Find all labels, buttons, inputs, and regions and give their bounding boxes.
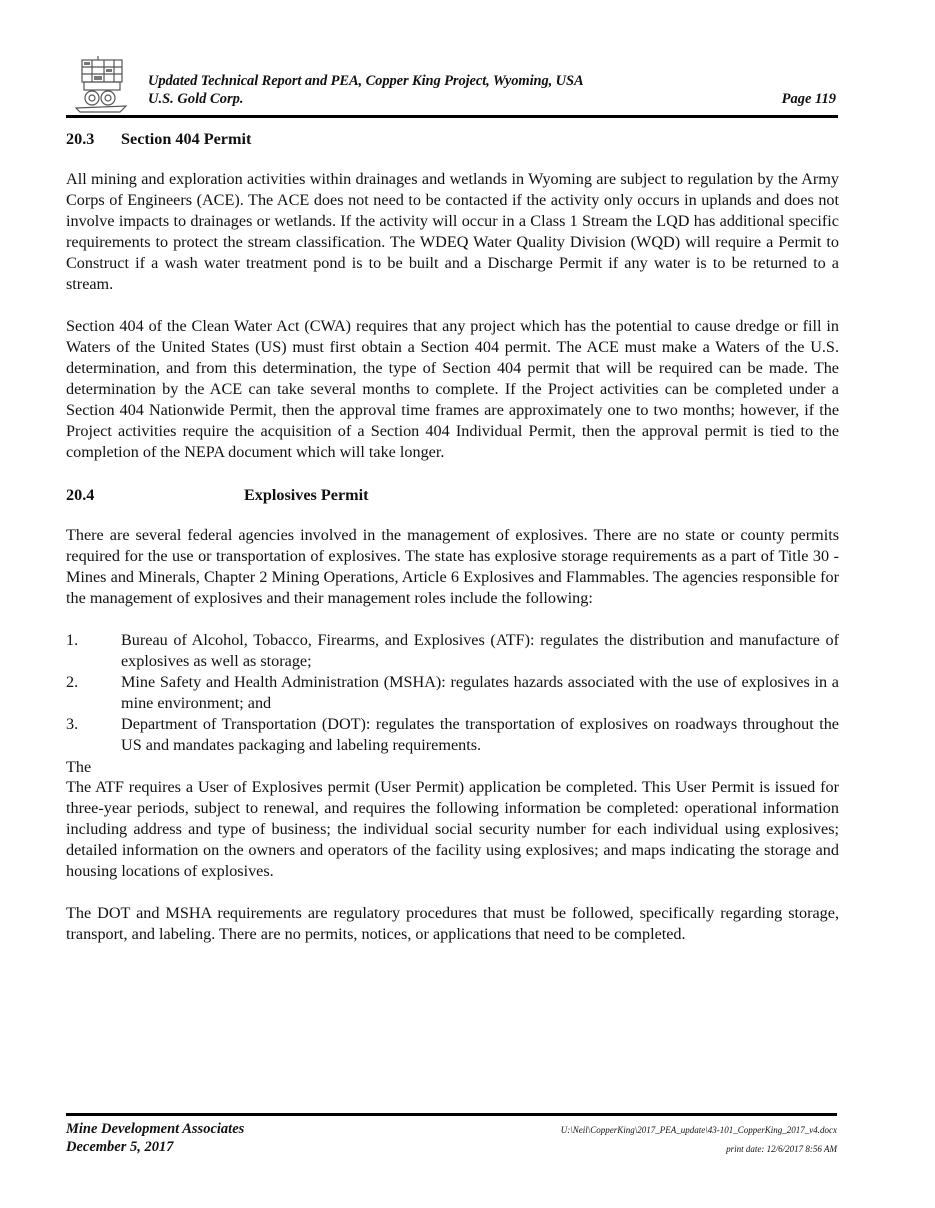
list-number: 2. bbox=[66, 673, 79, 691]
header-divider bbox=[66, 115, 838, 118]
stray-text: The bbox=[66, 758, 92, 776]
list-text: Mine Safety and Health Administration (MSHA): regulates hazards associated with the use of explosives in a mine environment; and bbox=[121, 673, 839, 712]
list-text: Department of Transportation (DOT): regulates the transportation of explosives on roadways throughout the US and mandates packaging and labeling requirements. bbox=[121, 715, 839, 754]
list-item bbox=[66, 672, 839, 714]
footer-file-path: U:\Neil\CopperKing\2017_PEA_update\43-101_CopperKing_2017_v4.docx bbox=[560, 1125, 837, 1135]
page-number: Page 119 bbox=[781, 91, 836, 107]
paragraph: The ATF requires a User of Explosives permit (User Permit) application be completed. This User Permit is issued for three-year periods, subject to renewal, and requires the following information be completed: operational information including address and type of business; the individual social security number for each individual using explosives; detailed information on the owners and operators of the facility using explosives; and maps indicating the storage and housing locations of explosives. bbox=[66, 778, 839, 880]
agency-list bbox=[66, 630, 839, 756]
section-heading-20-4 bbox=[66, 484, 839, 506]
footer-divider bbox=[66, 1113, 837, 1116]
section-number: 20.4 bbox=[66, 486, 95, 504]
paragraph: There are several federal agencies involved in the management of explosives. There are no state or county permits required for the use or transportation of explosives. The state has explosive storage requirements as a part of Title 30 - Mines and Minerals, Chapter 2 Mining Operations, Article 6 Explosives and Flammables. The agencies responsible for the management of explosives and their management roles include the following: bbox=[66, 526, 839, 607]
list-number: 1. bbox=[66, 631, 79, 649]
footer-company: Mine Development Associates bbox=[66, 1121, 245, 1137]
section-title: Explosives Permit bbox=[244, 486, 369, 504]
list-item bbox=[66, 714, 839, 756]
document-body bbox=[66, 128, 839, 966]
mining-equipment-logo-icon bbox=[70, 54, 132, 114]
list-item bbox=[66, 630, 839, 672]
list-text: Bureau of Alcohol, Tobacco, Firearms, and Explosives (ATF): regulates the distribution and manufacture of explosives as well as storage; bbox=[121, 631, 839, 670]
footer-date: December 5, 2017 bbox=[66, 1139, 174, 1155]
footer-print-date: print date: 12/6/2017 8:56 AM bbox=[726, 1144, 837, 1154]
section-heading-20-3 bbox=[66, 128, 839, 150]
page-header bbox=[66, 52, 838, 116]
section-number: 20.3 bbox=[66, 130, 95, 148]
report-title: Updated Technical Report and PEA, Copper King Project, Wyoming, USA bbox=[148, 73, 584, 89]
paragraph: The DOT and MSHA requirements are regulatory procedures that must be followed, specifically regarding storage, transport, and labeling. There are no permits, notices, or applications that need to be completed. bbox=[66, 904, 839, 943]
paragraph: All mining and exploration activities within drainages and wetlands in Wyoming are subject to regulation by the Army Corps of Engineers (ACE). The ACE does not need to be contacted if the activity only occurs in uplands and does not involve impacts to drainages or wetlands. If the activity will occur in a Class 1 Stream the LQD has additional specific requirements to protect the stream classification. The WDEQ Water Quality Division (WQD) will require a Permit to Construct if a wash water treatment pond is to be built and a Discharge Permit if any water is to be returned to a stream. bbox=[66, 170, 839, 293]
organization-name: U.S. Gold Corp. bbox=[148, 91, 244, 107]
section-title: Section 404 Permit bbox=[121, 130, 252, 148]
list-number: 3. bbox=[66, 715, 79, 733]
paragraph: Section 404 of the Clean Water Act (CWA) requires that any project which has the potential to cause dredge or fill in Waters of the United States (US) must first obtain a Section 404 permit. The ACE must make a Waters of the U.S. determination, and from this determination, the type of Section 404 permit that will be required can be made. The determination by the ACE can take several months to complete. If the Project activities can be completed under a Section 404 Nationwide Permit, then the approval time frames are approximately one to two months; however, if the Project activities require the acquisition of a Section 404 Individual Permit, then the approval permit is tied to the completion of the NEPA document which will take longer. bbox=[66, 317, 839, 461]
